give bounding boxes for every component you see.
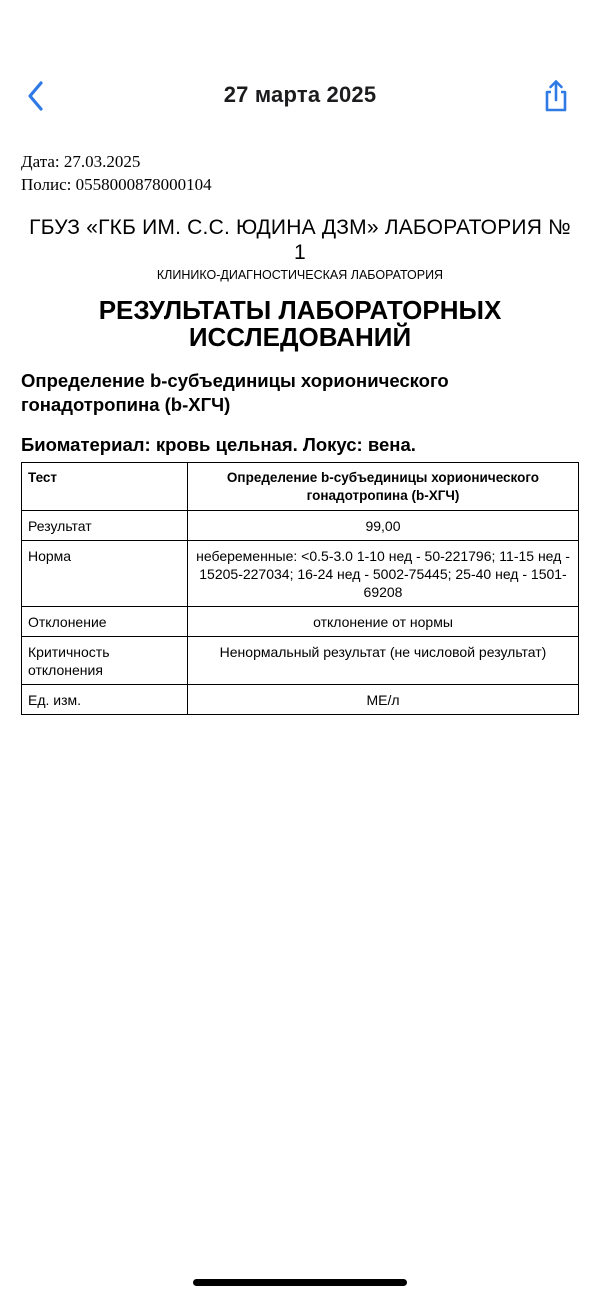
table-row: [22, 685, 579, 715]
policy-number: Полис: 0558000878000104: [21, 175, 212, 194]
report-title: РЕЗУЛЬТАТЫ ЛАБОРАТОРНЫХ ИССЛЕДОВАНИЙ: [98, 295, 502, 352]
row-label: Результат: [22, 511, 188, 541]
share-button[interactable]: [538, 76, 574, 116]
row-label: Норма: [22, 541, 188, 607]
row-value: небеременные: <0.5-3.0 1-10 нед - 50-221796; 11-15 нед - 15205-227034; 16-24 нед - 5002-75445; 25-40 нед - 1501-69208: [188, 541, 579, 607]
organization-name: ГБУЗ «ГКБ ИМ. С.С. ЮДИНА ДЗМ» ЛАБОРАТОРИЯ № 1: [29, 216, 571, 264]
table-row: [22, 637, 579, 685]
share-icon: [542, 79, 570, 113]
navigation-bar: [0, 72, 600, 122]
nav-title: 27 марта 2025: [223, 82, 377, 107]
organization-subtitle: КЛИНИКО-ДИАГНОСТИЧЕСКАЯ ЛАБОРАТОРИЯ: [156, 268, 444, 282]
table-header-label: Тест: [22, 463, 188, 511]
row-value: Ненормальный результат (не числовой результат): [188, 637, 579, 685]
table-header-value: Определение b-субъединицы хорионического гонадотропина (b-ХГЧ): [188, 463, 579, 511]
row-value: 99,00: [188, 511, 579, 541]
results-table: [21, 462, 579, 715]
row-value: МЕ/л: [188, 685, 579, 715]
table-header-row: [22, 463, 579, 511]
table-row: [22, 511, 579, 541]
row-label: Отклонение: [22, 607, 188, 637]
test-name: Определение b-субъединицы хорионического гонадотропина (b-ХГЧ): [21, 370, 449, 415]
row-label: Критичность отклонения: [22, 637, 188, 685]
table-row: [22, 607, 579, 637]
row-value: отклонение от нормы: [188, 607, 579, 637]
table-row: [22, 541, 579, 607]
biomaterial-info: Биоматериал: кровь цельная. Локус: вена.: [21, 434, 416, 455]
home-indicator[interactable]: [193, 1279, 407, 1286]
lab-report-document: [21, 150, 579, 715]
report-date: Дата: 27.03.2025: [21, 152, 141, 171]
row-label: Ед. изм.: [22, 685, 188, 715]
